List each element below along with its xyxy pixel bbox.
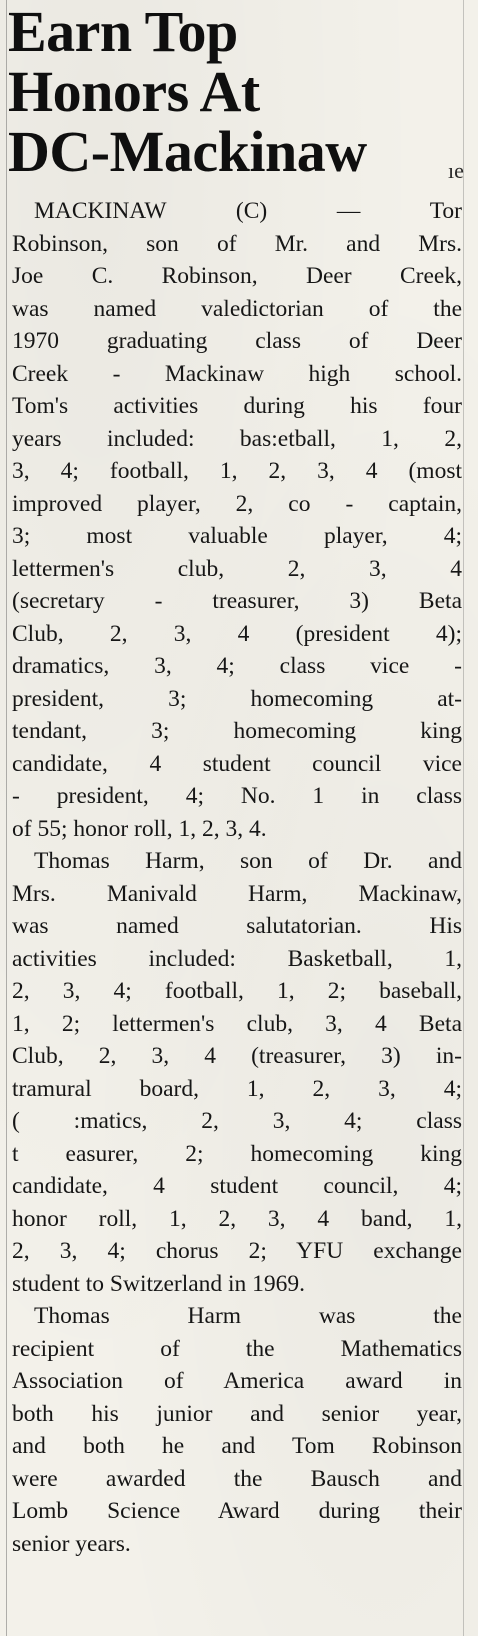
body-line: ( :matics, 2, 3, 4; class <box>12 1108 462 1134</box>
headline <box>8 2 438 182</box>
body-line: Robinson, son of Mr. and Mrs. <box>12 230 462 257</box>
body-line: 2, 3, 4; chorus 2; YFU exchange <box>12 1238 462 1264</box>
body-line: both his junior and senior year, <box>12 1400 462 1427</box>
body-line: president, 3; homecoming at- <box>12 685 462 712</box>
paragraph-awards <box>12 1300 462 1560</box>
body-line: (secretary - treasurer, 3) Beta <box>12 588 462 614</box>
body-line: Creek - Mackinaw high school. <box>12 360 462 387</box>
body-line: was named valedictorian of the <box>12 295 462 322</box>
body-line: Club, 2, 3, 4 (treasurer, 3) in- <box>12 1043 462 1069</box>
body-line: years included: bas:etball, 1, 2, <box>12 425 462 452</box>
paragraph-valedictorian <box>12 195 462 845</box>
body-line: Tom's activities during his four <box>12 393 462 419</box>
body-line: was named salutatorian. His <box>12 913 462 939</box>
paragraph-salutatorian <box>12 845 462 1300</box>
body-line: tramural board, 1, 2, 3, 4; <box>12 1075 462 1102</box>
body-line: and both he and Tom Robinson <box>12 1433 462 1459</box>
body-line: MACKINAW (C) — Tor <box>34 198 462 224</box>
body-line: tendant, 3; homecoming king <box>12 718 462 744</box>
body-line: activities included: Basketball, 1, <box>12 945 462 972</box>
body-line: 3, 4; football, 1, 2, 3, 4 (most <box>12 458 462 484</box>
body-line: Lomb Science Award during their <box>12 1498 462 1524</box>
headline-line: Honors At <box>8 59 260 124</box>
body-line: senior years. <box>12 1530 131 1557</box>
body-line: student to Switzerland in 1969. <box>12 1270 306 1297</box>
body-line: recipient of the Mathematics <box>12 1335 462 1362</box>
body-line: honor roll, 1, 2, 3, 4 band, 1, <box>12 1205 462 1232</box>
headline-line: Earn Top <box>8 0 238 64</box>
body-line: Thomas Harm, son of Dr. and <box>34 848 462 874</box>
body-line: Mrs. Manivald Harm, Mackinaw, <box>12 880 462 907</box>
body-line: improved player, 2, co - captain, <box>12 490 462 517</box>
adjacent-column-fragment: ıe <box>448 158 464 183</box>
body-line: 2, 3, 4; football, 1, 2; baseball, <box>12 978 462 1004</box>
body-line: of 55; honor roll, 1, 2, 3, 4. <box>12 815 267 842</box>
body-line: Club, 2, 3, 4 (president 4); <box>12 620 462 647</box>
body-line: candidate, 4 student council, 4; <box>12 1173 462 1199</box>
body-line: dramatics, 3, 4; class vice - <box>12 653 462 679</box>
column-rule-right <box>463 0 464 1636</box>
body-line: Association of America award in <box>12 1368 462 1394</box>
body-line: lettermen's club, 2, 3, 4 <box>12 555 462 582</box>
body-line: were awarded the Bausch and <box>12 1465 462 1492</box>
body-line: candidate, 4 student council vice <box>12 750 462 777</box>
body-line: 3; most valuable player, 4; <box>12 523 462 549</box>
body-line: Joe C. Robinson, Deer Creek, <box>12 263 462 289</box>
column-rule-left <box>6 0 7 1636</box>
body-line: t easurer, 2; homecoming king <box>12 1140 462 1167</box>
article-body <box>12 195 462 1560</box>
body-line: 1970 graduating class of Deer <box>12 328 462 354</box>
body-line: - president, 4; No. 1 in class <box>12 783 462 809</box>
body-line: 1, 2; lettermen's club, 3, 4 Beta <box>12 1010 462 1037</box>
headline-line: DC-Mackinaw <box>8 119 367 184</box>
body-line: Thomas Harm was the <box>34 1303 462 1329</box>
